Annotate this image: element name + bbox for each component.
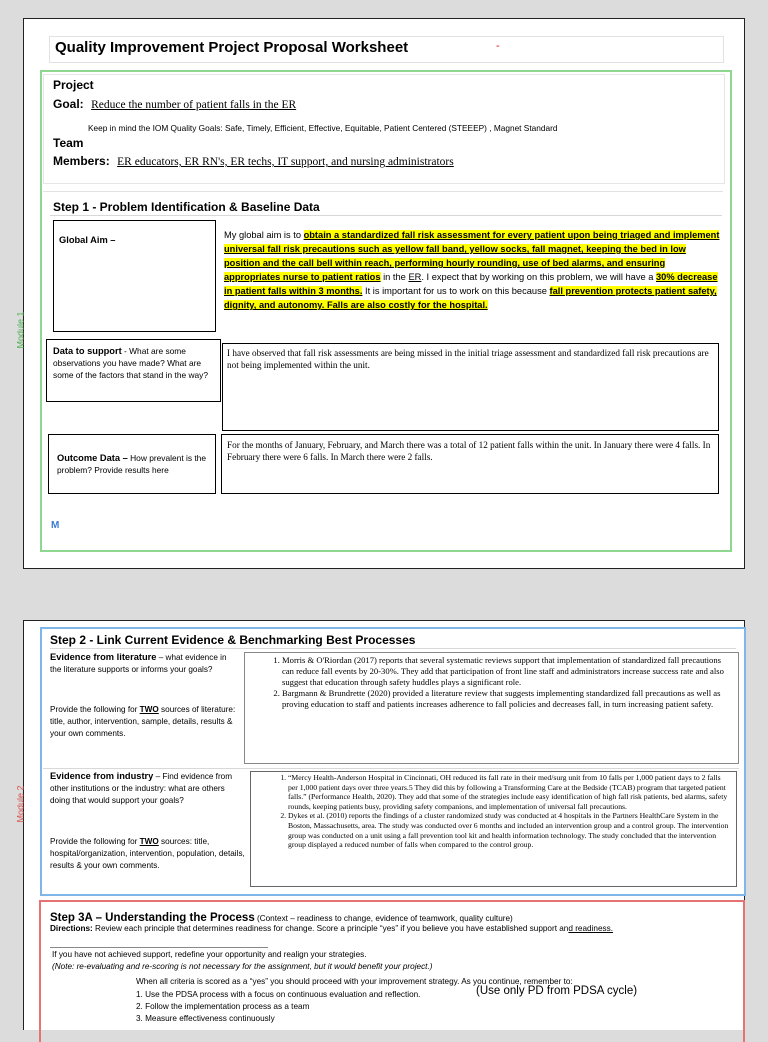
team-label: Team — [53, 136, 84, 150]
data-support-hint: - What are some observations you have made? What are some of the factors that stand in the way? — [53, 346, 209, 380]
step2-underline — [50, 648, 736, 649]
pd-note: (Use only PD from PDSA cycle) — [476, 985, 638, 997]
members-text: ER educators, ER RN's, ER techs, IT support, and nursing administrators — [117, 156, 454, 168]
ind-title: Evidence from industry — [50, 771, 154, 781]
lit-ordered-list — [262, 655, 732, 710]
ind-provide-b: sources: title, hospital/organization, intervention, population, details, results & your own comments. — [50, 837, 245, 870]
goal-row — [53, 95, 296, 113]
step2-heading: Step 2 - Link Current Evidence & Benchmarking Best Processes — [50, 633, 416, 647]
members-row — [53, 152, 454, 170]
lit-provide — [50, 704, 242, 739]
outcome-text: For the months of January, February, and March there was a total of 12 patient falls within the unit. In January there were 4 falls. In February there were 6 falls. In March there were 2 falls. — [227, 440, 711, 462]
data-support-label — [53, 345, 215, 381]
outcome-hint: How prevalent is the problem? Provide results here — [57, 453, 206, 475]
ind-ordered-list — [268, 773, 732, 850]
aim-part-3: . I expect that by working on this problem, we will have a — [421, 272, 656, 282]
aim-part-4: It is important for us to work on this because — [362, 286, 550, 296]
ind-two: TWO — [139, 837, 159, 846]
data-support-title: Data to support — [53, 346, 122, 356]
module-1-label: Module 1 — [15, 311, 26, 349]
directions-rule — [50, 947, 268, 948]
ind-label — [50, 771, 246, 806]
step1-underline — [50, 215, 722, 216]
lit-title: Evidence from literature — [50, 652, 157, 662]
aim-highlight-1: obtain a standardized fall risk assessment for every patient upon being triaged and implement universal fall risk precautions such as yellow fall band, yellow socks, fall magnet, keeping the bed in low position and the call bell within reach, performing hourly rounding, use of bed alarms, and ensuring appropriates nurse to patient ratios — [224, 230, 720, 282]
aim-highlight-3: fall prevention protects patient safety, dignity, and autonomy. Falls are also costly for the hospital. — [224, 286, 717, 310]
worksheet-page-2 — [15, 620, 745, 1030]
ind-item-1: 1. “Mercy Health-Anderson Hospital in Cincinnati, OH reduced its fall rate in their med/surg unit from 10 falls per 1,000 patient days to 2 falls per 1,000 patient days over three years.5 They did this by following a Transforming Care at the Bedside (TCAB) program that targeted patient falls.” (Performance Health, 2020). They add that some of the strategies include easy identification of high fall risk patients, bed alarms, safety rounds, keeping patients busy, providing safety companions, and implementation of universal fall precautions. — [288, 773, 732, 811]
lit-list — [262, 655, 732, 710]
step1-divider — [43, 191, 723, 192]
ind-provide — [50, 836, 246, 871]
step1-heading: Step 1 - Problem Identification & Baseline Data — [53, 200, 320, 214]
lit-item-2: 2. Bargmann & Brundrette (2020) provided a literature review that suggests implementing standardized fall precautions as well as proving education to staff and patients increases adherence to fall policies and decreases fall, in turn increasing patient safety. — [282, 688, 732, 710]
lit-two: TWO — [139, 705, 159, 714]
page-title: Quality Improvement Project Proposal Worksheet — [55, 39, 409, 56]
when-all: When all criteria is scored as a “yes” you should proceed with your improvement strategy. As you continue, remember to: — [136, 977, 573, 986]
global-aim-text — [224, 228, 720, 312]
goal-text: Reduce the number of patient falls in the ER — [91, 99, 297, 111]
ind-item-2: 2. Dykes et al. (2010) reports the findings of a cluster randomized study was conducted at 4 hospitals in the Partners HealthCare System in the Boston, Massachusetts, area. The study was conducted over 6 months and included an intervention group and a control group. The intervention group was conducted on a unit using a fall prevention tool kit and health information technology. The study concluded that the intervention group displayed a reduced number of falls when compared to the control group. — [288, 811, 732, 849]
not-achieved: If you have not achieved support, redefine your opportunity and realign your strategies. — [52, 950, 367, 959]
module-2-label: Module 2 — [15, 785, 26, 823]
step2-row-divider — [43, 768, 739, 769]
lit-provide-b: sources of literature: title, author, intervention, sample, details, results & your own comments. — [50, 705, 236, 738]
worksheet-page-1 — [15, 18, 745, 569]
project-heading: Project — [53, 78, 94, 92]
note: (Note: re-evaluating and re-scoring is not necessary for the assignment, but it would benefit your project.) — [52, 962, 433, 971]
lit-provide-a: Provide the following for — [50, 705, 140, 714]
outcome-title: Outcome Data – — [57, 453, 128, 463]
step-2-line: 2. Follow the implementation process as a team — [136, 1002, 310, 1011]
data-support-text: I have observed that fall risk assessments are being missed in the initial triage assessment and standardized fall risk precautions are not being implemented within the unit. — [227, 348, 709, 370]
iom-note: Keep in mind the IOM Quality Goals: Safe, Timely, Efficient, Effective, Equitable, Patient Centered (STEEEP) , Magnet Standard — [88, 123, 558, 133]
ind-hint: – Find evidence from other institutions or the industry: what are others doing that would support your goals? — [50, 772, 233, 805]
aim-part-2: in the — [380, 272, 409, 282]
lit-label — [50, 652, 238, 676]
outcome-label — [57, 452, 213, 476]
aim-highlight-2: 30% decrease in patient falls within 3 months. — [224, 272, 718, 296]
lit-hint: – what evidence in the literature supports or informs your goals? — [50, 653, 227, 674]
directions-text: Review each principle that determines readiness for change. Score a principle “yes” if you believe you have established support an — [92, 924, 569, 933]
step3a-context: (Context – readiness to change, evidence of teamwork, quality culture) — [254, 914, 513, 923]
directions-tail: d readiness. — [568, 924, 613, 933]
aim-er: ER — [408, 272, 422, 282]
members-label: Members: — [53, 154, 110, 168]
aim-part-1: My global aim is to — [224, 230, 304, 240]
red-mark: - — [496, 40, 500, 52]
ind-list — [268, 773, 732, 850]
step3a-heading: Step 3A – Understanding the Process — [50, 912, 255, 924]
module-marker: M — [51, 520, 60, 531]
lit-item-1: 1. Morris & O'Riordan (2017) reports that several systematic reviews support that implementation of standardized fall precautions can reduce fall events by 20-30%. They add that participation of front line staff and administrators increase success rate and also suggest that education through safety huddles plays a significant role. — [282, 655, 732, 688]
step-3-line: 3. Measure effectiveness continuously — [136, 1014, 275, 1023]
ind-provide-a: Provide the following for — [50, 837, 140, 846]
step-1-line: 1. Use the PDSA process with a focus on continuous evaluation and reflection. — [136, 990, 421, 999]
global-aim-label: Global Aim – — [59, 235, 116, 245]
directions — [50, 923, 700, 935]
goal-label: Goal: — [53, 97, 84, 111]
directions-label: Directions: — [50, 924, 93, 933]
